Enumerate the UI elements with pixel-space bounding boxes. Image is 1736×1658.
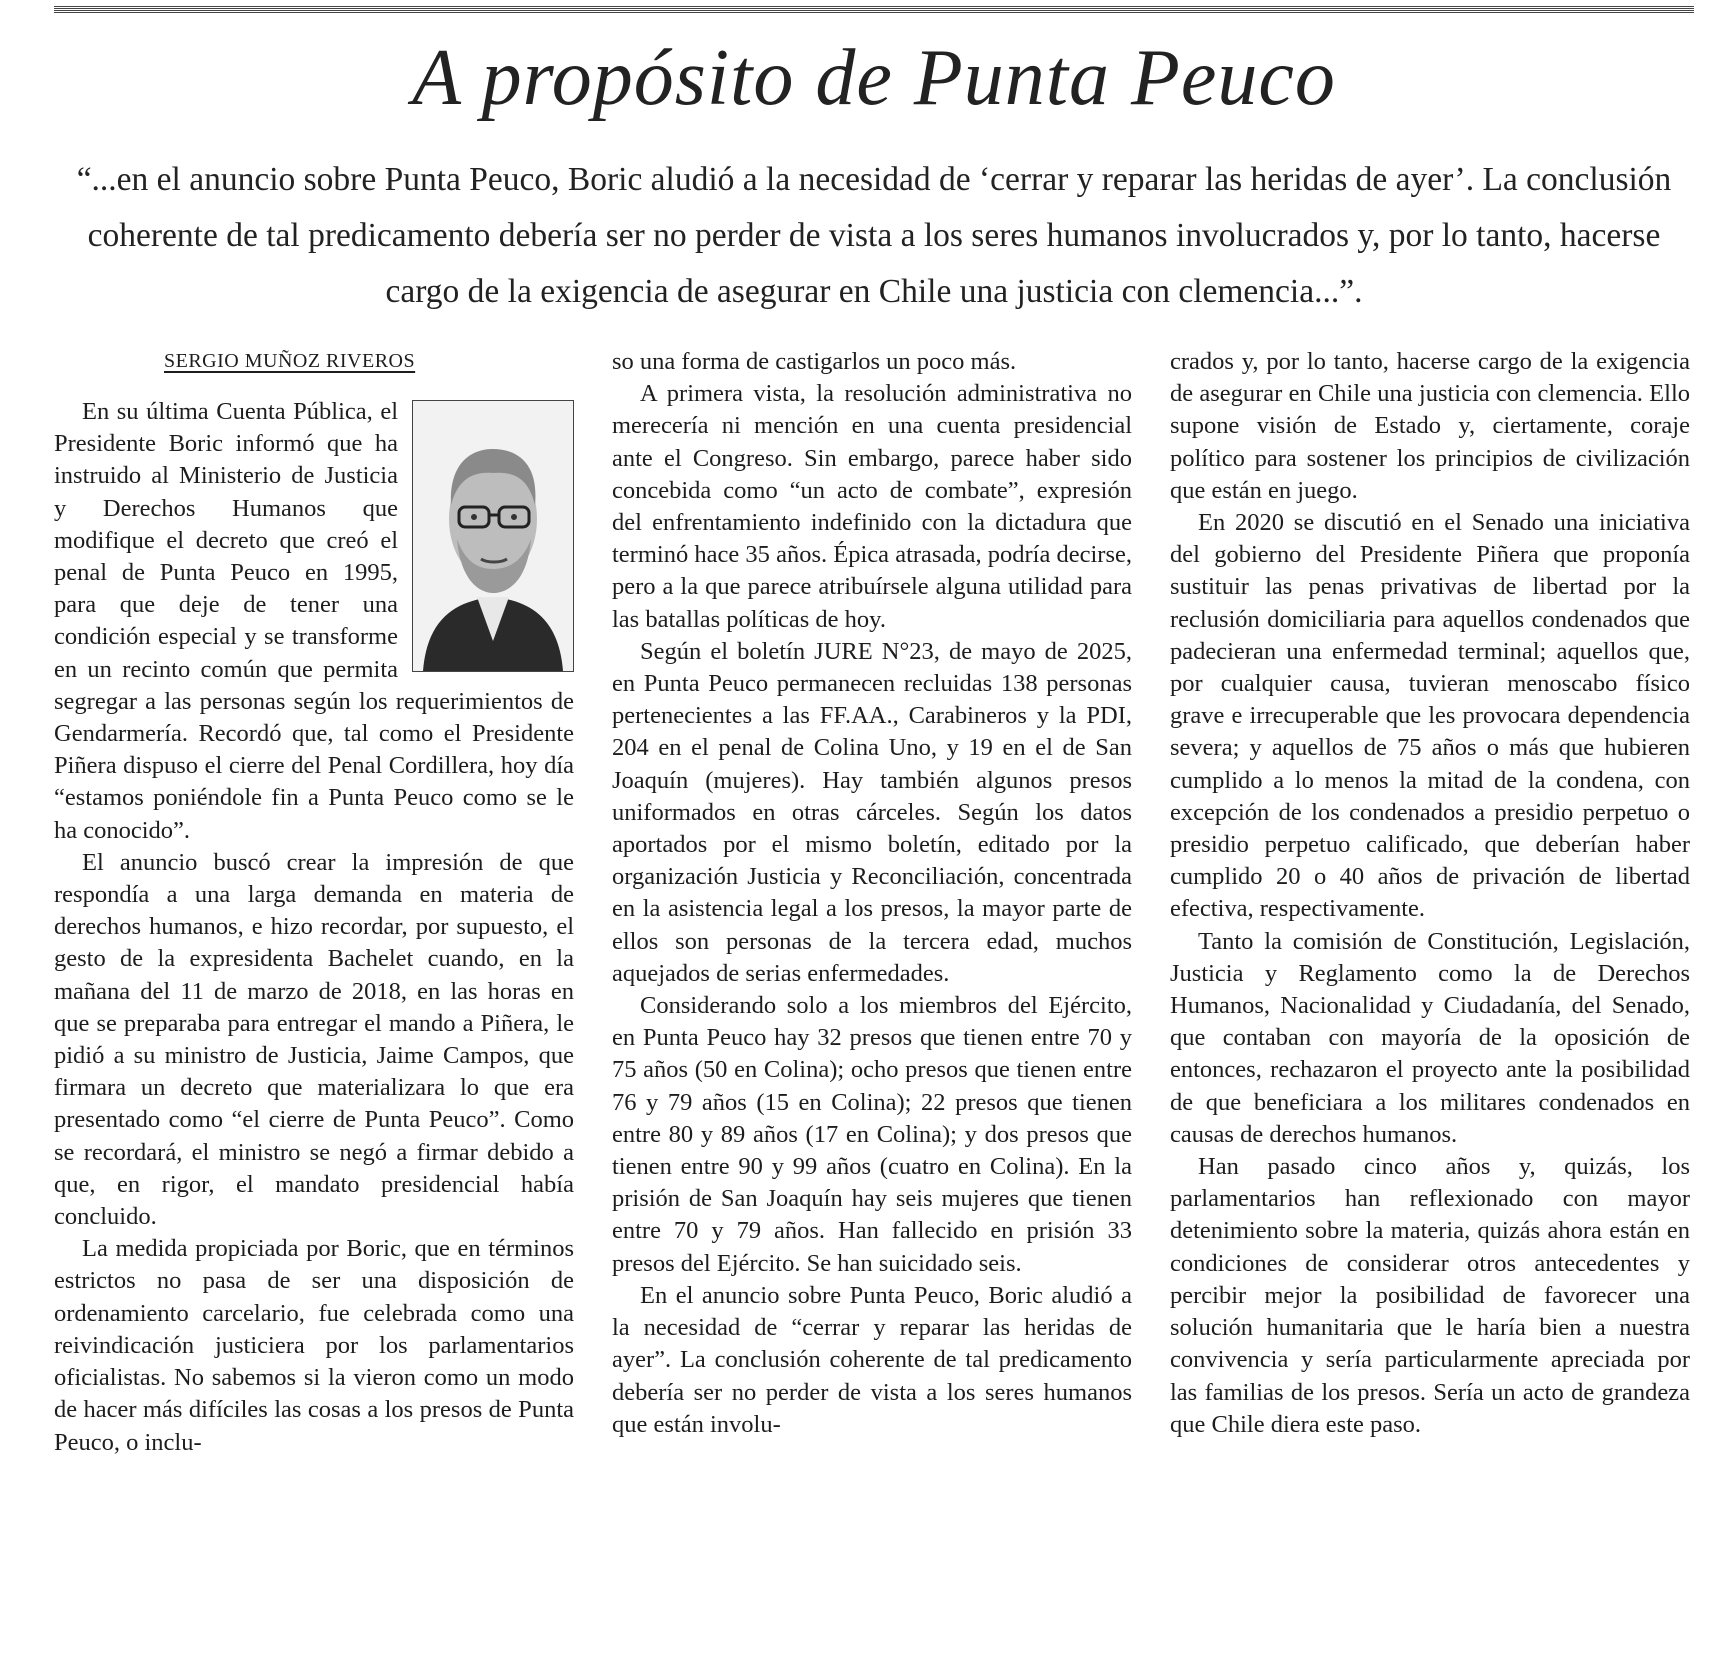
paragraph-2: El anuncio buscó crear la impresión de que respondía a una larga demanda en materia de derechos humanos, e hizo recordar, por supuesto, el gesto de la expresidenta Bachelet cuando, en la mañana del 11 de marzo de 2018, en las horas en que se preparaba para entregar el mando a Piñera, le pidió a su ministro de Justicia, Jaime Campos, que firmara un decreto que materializara lo que era presentado como “el cierre de Punta Peuco”. Como se recordará, el ministro se negó a firmar debido a que, en rigor, el mandato presidencial había concluido. [54, 848, 574, 1231]
paragraph-4: A primera vista, la resolución administrativa no merecería ni mención en una cuenta presidencial ante el Congreso. Sin embargo, parece haber sido concebida como “un acto de combate”, expresión del enfrentamiento indefinido con la dictadura que terminó hace 35 años. Épica atrasada, podría decirse, pero a la que parece atribuírsele alguna utilidad para las batallas políticas de hoy. [612, 380, 1132, 633]
paragraph-5: Según el boletín JURE N°23, de mayo de 2025, en Punta Peuco permanecen recluidas 138 personas pertenecientes a las FF.AA., Carabineros y la PDI, 204 en el penal de Colina Uno, y 19 en el de San Joaquín (mujeres). Hay también algunos presos uniformados en otras cárceles. Según los datos aportados por el mismo boletín, editado por la organización Justicia y Reconciliación, concentrada en la asistencia legal a los presos, la mayor parte de ellos son personas de la tercera edad, muchos aquejados de serias enfermedades. [612, 637, 1132, 987]
author-photo [412, 400, 574, 672]
column-1 [54, 346, 574, 1646]
paragraph-8: En 2020 se discutió en el Senado una iniciativa del gobierno del Presidente Piñera que proponía sustituir las penas privativas de libertad por la reclusión domiciliaria para aquellos condenados que padecieran una enfermedad terminal; aquellos que, por cualquier causa, tuvieran menoscabo físico grave e irrecuperable que les provocara dependencia severa; y aquellos de 75 años o más que hubieren cumplido a lo menos la mitad de la condena, con excepción de los condenados a presidio perpetuo o presidio perpetuo calificado, que deberían haber cumplido 20 o 40 años de privación de libertad efectiva, respectivamente. [1170, 509, 1690, 923]
paragraph-9: Tanto la comisión de Constitución, Legislación, Justicia y Reglamento como la de Derechos Humanos, Nacionalidad y Ciudadanía, del Senado, que contaban con mayoría de la oposición de entonces, rechazaron el proyecto ante la posibilidad de que beneficiara a los militares condenados en causas de derechos humanos. [1170, 927, 1690, 1148]
paragraph-1: En su última Cuenta Pública, el Presidente Boric informó que ha instruido al Ministerio de Justicia y Derechos Humanos que modifique el decreto que creó el penal de Punta Peuco en 1995, para que deje de tener una condición especial y se transforme en un recinto común que permita segregar a las personas según los requerimientos de Gendarmería. Recordó que, tal como el Presidente Piñera dispuso el cierre del Penal Cordillera, hoy día “estamos poniéndole fin a Punta Peuco como se le ha conocido”. [54, 398, 574, 844]
column-3 [1170, 346, 1690, 1646]
paragraph-7-continued: crados y, por lo tanto, hacerse cargo de la exigencia de asegurar en Chile una justicia con clemencia. Ello supone visión de Estado y, ciertamente, coraje político para sostener los principios de civilización que están en juego. [1170, 348, 1690, 504]
paragraph-10: Han pasado cinco años y, quizás, los parlamentarios han reflexionado con mayor detenimiento sobre la materia, quizás ahora están en condiciones de considerar otros antecedentes y percibir mejor la posibilidad de favorecer una solución humanitaria que le haría bien a nuestra convivencia y sería particularmente apreciada por las familias de los presos. Sería un acto de grandeza que Chile diera este paso. [1170, 1153, 1690, 1438]
lead-quote: “...en el anuncio sobre Punta Peuco, Boric aludió a la necesidad de ‘cerrar y reparar las heridas de ayer’. La conclusión coherente de tal predicamento debería ser no perder de vista a los seres humanos involucrados y, por lo tanto, hacerse cargo de la exigencia de asegurar en Chile una justicia con clemencia...”. [76, 161, 1672, 310]
top-rule [54, 6, 1694, 14]
paragraph-3: La medida propiciada por Boric, que en términos estrictos no pasa de ser una disposición de ordenamiento carcelario, fue celebrada como una reivindicación justiciera por los parlamentarios oficialistas. No sabemos si la vieron como un modo de hacer más difíciles las cosas a los presos de Punta Peuco, o inclu- [54, 1235, 574, 1456]
paragraph-6: Considerando solo a los miembros del Ejército, en Punta Peuco hay 32 presos que tienen entre 70 y 75 años (50 en Colina); ocho presos que tienen entre 76 y 79 años (15 en Colina); 22 presos que tienen entre 80 y 89 años (17 en Colina); y dos presos que tienen entre 90 y 99 años (cuatro en Colina). En la prisión de San Joaquín hay seis mujeres que tienen entre 70 y 79 años. Han fallecido en prisión 33 presos del Ejército. Se han suicidado seis. [612, 992, 1132, 1277]
paragraph-7: En el anuncio sobre Punta Peuco, Boric aludió a la necesidad de “cerrar y reparar las heridas de ayer”. La conclusión coherente de tal predicamento debería ser no perder de vista a los seres humanos que están involu- [612, 1281, 1132, 1438]
headline: A propósito de Punta Peuco [412, 34, 1336, 122]
column-2 [612, 346, 1132, 1646]
paragraph-3-continued: so una forma de castigarlos un poco más. [612, 348, 1017, 375]
byline: SERGIO MUÑOZ RIVEROS [164, 350, 416, 372]
author-portrait-image [413, 401, 573, 671]
